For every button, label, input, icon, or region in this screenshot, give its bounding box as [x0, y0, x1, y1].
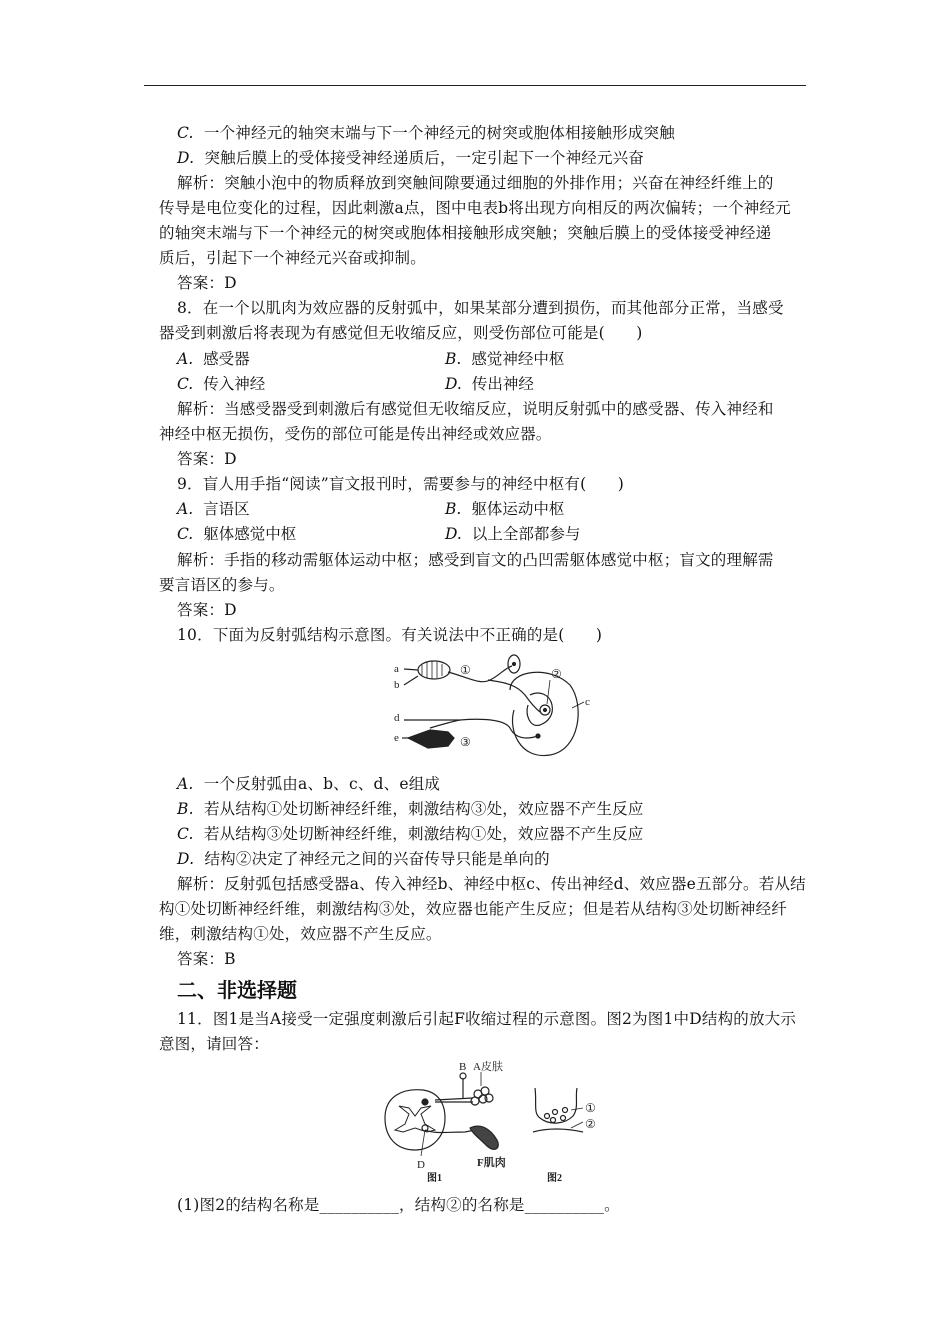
- q9-answer: 答案：D: [177, 601, 237, 619]
- q8-option-b: B. 感觉神经中枢: [445, 350, 565, 368]
- q9-option-d: D. 以上全部都参与: [445, 525, 581, 543]
- q7-analysis-line: 传导是电位变化的过程，因此刺激a点，图中电表b将出现方向相反的两次偏转；一个神经元: [159, 199, 791, 217]
- q7-answer: 答案：D: [177, 274, 237, 292]
- section-heading: 二、非选择题: [177, 978, 297, 1002]
- spinal-cord-outline: [510, 672, 578, 755]
- effector-shape: [408, 730, 454, 748]
- fig-label-2: ②: [551, 667, 562, 681]
- q7-analysis-line: 的轴突末端与下一个神经元的树突或胞体相接触形成突触；突触后膜上的受体接受神经递: [159, 224, 772, 242]
- q8-answer: 答案：D: [177, 450, 237, 468]
- q10-option-c: C. 若从结构③处切断神经纤维，刺激结构①处，效应器不产生反应: [177, 825, 644, 843]
- q10-analysis-line: 维，刺激结构①处，效应器不产生反应。: [159, 925, 442, 943]
- q7-analysis-line: 解析：突触小泡中的物质释放到突触间隙要通过细胞的外排作用；兴奋在神经纤维上的: [177, 174, 774, 192]
- q10-option-b: B. 若从结构①处切断神经纤维，刺激结构③处，效应器不产生反应: [177, 800, 644, 818]
- fig1-label-d: D: [417, 1159, 425, 1171]
- q7-option-d: D. 突触后膜上的受体接受神经递质后，一定引起下一个神经元兴奋: [177, 149, 645, 167]
- fig2-label-2: ②: [585, 1117, 596, 1131]
- synapse-knob: [535, 1088, 577, 1123]
- fig-label-c: c: [585, 696, 590, 708]
- q7-analysis-line: 质后，引起下一个神经元兴奋或抑制。: [159, 249, 426, 267]
- q9-option-b: B. 躯体运动中枢: [445, 500, 565, 518]
- muscle-shape: [470, 1126, 498, 1149]
- reflex-arc-figure: [390, 650, 610, 770]
- q11-figures: [375, 1058, 625, 1183]
- fig-label-a: a: [394, 663, 399, 675]
- q10-stem: 10．下面为反射弧结构示意图。有关说法中不正确的是( ): [177, 626, 603, 644]
- q9-analysis-line: 要言语区的参与。: [159, 576, 285, 594]
- fig1-caption: 图1: [427, 1173, 442, 1183]
- fig-label-3: ③: [460, 735, 471, 749]
- q10-option-a: A. 一个反射弧由a、b、c、d、e组成: [177, 775, 441, 793]
- q10-answer: 答案：B: [177, 950, 236, 968]
- fig-label-1: ①: [460, 663, 471, 677]
- q9-analysis-line: 解析：手指的移动需躯体运动中枢；感受到盲文的凸凹需躯体感觉中枢；盲文的理解需: [177, 551, 774, 569]
- receptor-shape: [418, 661, 450, 679]
- q8-stem: 8．在一个以肌肉为效应器的反射弧中，如果某部分遭到损伤，而其他部分正常，当感受: [177, 299, 784, 317]
- header-rule: [144, 85, 806, 86]
- fig-label-b: b: [394, 679, 400, 691]
- q8-option-a: A. 感受器: [177, 350, 250, 368]
- fig1-label-f: F肌肉: [477, 1157, 506, 1169]
- q9-option-a: A. 言语区: [177, 500, 250, 518]
- q9-stem: 9．盲人用手指“阅读”盲文报刊时，需要参与的神经中枢有( ): [177, 475, 625, 493]
- q11-stem: 11．图1是当A接受一定强度刺激后引起F收缩过程的示意图。图2为图1中D结构的放大示: [177, 1010, 797, 1028]
- q7-option-c: C. 一个神经元的轴突末端与下一个神经元的树突或胞体相接触形成突触: [177, 124, 675, 142]
- q8-analysis-line: 神经中枢无损伤，受伤的部位可能是传出神经或效应器。: [159, 425, 552, 443]
- q11-stem: 意图，请回答：: [159, 1035, 269, 1053]
- q8-option-c: C. 传入神经: [177, 375, 266, 393]
- q10-analysis-line: 解析：反射弧包括感受器a、传入神经b、神经中枢c、传出神经d、效应器e五部分。若从结: [177, 875, 806, 893]
- fig2-caption: 图2: [547, 1173, 562, 1183]
- spinal-cord-section: [385, 1090, 445, 1150]
- fig1-label-b: B: [459, 1061, 467, 1073]
- fig-label-d: d: [394, 712, 400, 724]
- postsynaptic-membrane: [533, 1129, 583, 1132]
- fig2-label-1: ①: [585, 1101, 596, 1115]
- q8-stem: 器受到刺激后将表现为有感觉但无收缩反应，则受伤部位可能是( ): [159, 324, 643, 342]
- q9-option-c: C. 躯体感觉中枢: [177, 525, 297, 543]
- q10-option-d: D. 结构②决定了神经元之间的兴奋传导只能是单向的: [177, 850, 550, 868]
- q10-analysis-line: 构①处切断神经纤维，刺激结构③处，效应器也能产生反应；但是若从结构③处切断神经纤: [159, 900, 788, 918]
- fig1-label-a: A皮肤: [473, 1061, 503, 1073]
- fig-label-e: e: [394, 732, 399, 744]
- q8-option-d: D. 传出神经: [445, 375, 534, 393]
- afferent-nerve: [448, 666, 512, 682]
- q11-sub1: (1)图2的结构名称是__________，结构②的名称是__________。: [177, 1196, 620, 1214]
- skin-receptor-cluster: [471, 1087, 493, 1105]
- q8-analysis-line: 解析：当感受器受到刺激后有感觉但无收缩反应，说明反射弧中的感受器、传入神经和: [177, 400, 774, 418]
